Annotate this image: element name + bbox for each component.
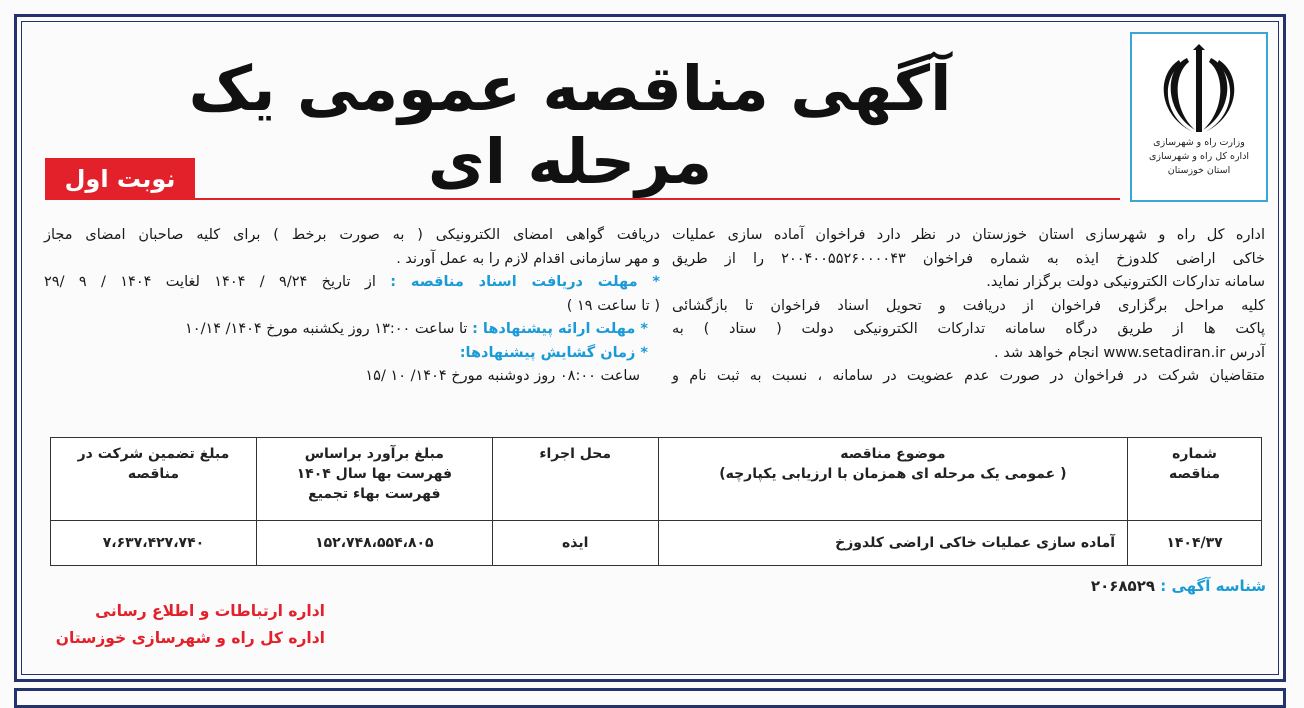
next-notice-frame [14, 688, 1286, 708]
doc-deadline-label: * مهلت دریافت اسناد مناقصه : [390, 274, 661, 290]
emblem-line: اداره کل راه و شهرسازی [1148, 151, 1250, 162]
iran-emblem-icon [1159, 40, 1239, 136]
body-line: خاکی اراضی کلدوزخ ایذه به شماره فراخوان ۲۰۰۴۰۰۵۵۲۶۰۰۰۰۴۳ را از طریق [672, 250, 1266, 267]
body-right-column [672, 224, 1265, 389]
body-line: متقاضیان شرکت در فراخوان در صورت عدم عضویت در سامانه ، نسبت به ثبت نام و [672, 368, 1265, 384]
bid-deadline-label: * مهلت ارائه پیشنهادها : [472, 321, 648, 337]
header-estimate: مبلغ برآورد براساس فهرست بها سال ۱۴۰۴ فهرست بهاء تجمیع [256, 438, 492, 521]
cell-tender-number: ۱۴۰۴/۳۷ [1128, 521, 1262, 566]
footer-line: اداره کل راه و شهرسازی خوزستان [55, 629, 325, 647]
header-guarantee: مبلغ تضمین شرکت در مناقصه [51, 438, 257, 521]
table-row [51, 521, 1262, 566]
body-line: اداره کل راه و شهرسازی استان خوزستان در نظر دارد فراخوان آماده سازی عملیات [672, 227, 1265, 243]
ad-id-value: ۲۰۶۸۵۲۹ [1090, 577, 1161, 595]
ad-id-label: شناسه آگهی : [1160, 577, 1266, 595]
body-line: سامانه تدارکات الکترونیکی دولت برگزار نماید. [986, 274, 1265, 290]
cell-guarantee: ۷،۶۳۷،۴۲۷،۷۴۰ [51, 521, 257, 566]
emblem-line: استان خوزستان [1167, 165, 1231, 176]
round-badge: نوبت اول [45, 158, 195, 200]
body-line-website[interactable]: آدرس www.setadiran.ir انجام خواهد شد . [994, 344, 1265, 361]
body-line: و مهر سازمانی اقدام لازم را به عمل آورند . [396, 250, 660, 267]
footer-signature [50, 598, 325, 652]
bid-deadline-value: تا ساعت ۱۳:۰۰ روز یکشنبه مورخ ۱۴۰۴/ ۱۰/۱۴ [185, 321, 473, 337]
emblem-line: وزارت راه و شهرسازی [1153, 137, 1245, 148]
body-line: دریافت گواهی امضای الکترونیکی ( به صورت برخط ) برای کلیه صاحبان امضای مجاز [44, 227, 660, 243]
opening-value: ساعت ۰۸:۰۰ روز دوشنبه مورخ ۱۴۰۴/ ۱۰ /۱۵ [365, 368, 640, 384]
opening [44, 342, 660, 366]
ad-id [1091, 577, 1266, 595]
header-location: محل اجراء [492, 438, 658, 521]
divider [195, 198, 1120, 200]
opening-label: * زمان گشایش پیشنهادها: [459, 344, 648, 361]
header-subject: موضوع مناقصه ( عمومی یک مرحله ای همزمان با ارزیابی یکپارچه) [658, 438, 1127, 521]
cell-location: ایذه [492, 521, 658, 566]
cell-estimate: ۱۵۲،۷۴۸،۵۵۴،۸۰۵ [256, 521, 492, 566]
body-left-column [44, 224, 660, 389]
table-header-row [51, 438, 1262, 521]
doc-deadline [44, 271, 660, 295]
footer-line: اداره ارتباطات و اطلاع رسانی [95, 602, 325, 620]
doc-deadline-value: از تاریخ ۹/۲۴ / ۱۴۰۴ لغایت ۱۴۰۴ / ۹ /۲۹ [44, 274, 391, 290]
tender-table [50, 437, 1262, 566]
organization-logo [1130, 32, 1268, 202]
bid-deadline [44, 318, 660, 342]
cell-subject: آماده سازی عملیات خاکی اراضی کلدوزخ [658, 521, 1127, 566]
header-tender-number: شماره مناقصه [1128, 438, 1262, 521]
page-title: آگهی مناقصه عمومی یک مرحله ای [188, 52, 952, 198]
doc-deadline-time: ( تا ساعت ۱۹ ) [566, 297, 660, 314]
body-line: کلیه مراحل برگزاری فراخوان از دریافت و تحویل اسناد فراخوان تا بازگشائی [672, 297, 1265, 314]
body-line: پاکت ها از طریق درگاه سامانه تدارکات الکترونیکی دولت ( ستاد ) به [672, 321, 1265, 337]
